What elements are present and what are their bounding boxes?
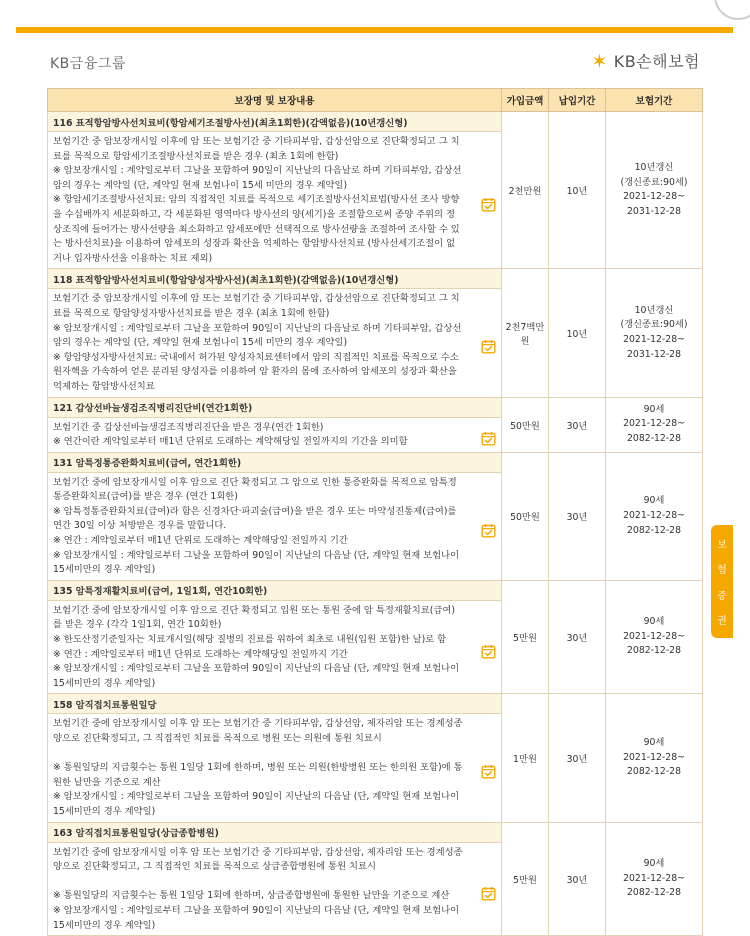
col-header-insurance-period: 보험기간 xyxy=(606,89,703,112)
coverage-title: 135 암특정재활치료비(급여, 1일1회, 연간10회한) xyxy=(48,580,502,600)
period-line: 90세 xyxy=(643,495,665,507)
amount-cell xyxy=(502,822,549,936)
period-line: 90세 xyxy=(643,737,665,749)
desc-line: ※ 연간 : 계약일로부터 매1년 단위로 도래하는 계약해당일 전일까지 기간 xyxy=(53,648,348,660)
period-line: 2021-12-28~ xyxy=(623,418,685,430)
desc-line: ※ 암보장개시일 : 계약일로부터 그날을 포함하여 90일이 지난날의 다음날 (단, 계약일 현재 보험나이 xyxy=(53,549,460,561)
desc-line xyxy=(53,747,477,762)
period-line: 2082-12-28 xyxy=(626,766,682,778)
coverage-description xyxy=(48,472,502,580)
desc-line: 암의 경우는 계약일 (단, 계약일 현재 보험나이 15세 미만의 경우 계약일) xyxy=(53,337,348,349)
period-line: 2082-12-28 xyxy=(626,645,682,657)
side-tab-char: 증 xyxy=(717,590,727,602)
coverage-title-row xyxy=(48,694,703,714)
table-header-row xyxy=(48,89,703,112)
side-tab-char: 험 xyxy=(717,565,727,577)
insurance-period-cell xyxy=(606,694,703,822)
col-header-payment-period: 납입기간 xyxy=(549,89,606,112)
side-tab-char: 권 xyxy=(717,615,727,627)
insurance-period-cell xyxy=(606,269,703,397)
period-line: 2031-12-28 xyxy=(626,205,682,217)
desc-line: 보험기간 중 암보장개시일 이후에 암 또는 보험기간 중 기타피부암, 갑상선암으로 진단확정되고 그 치 xyxy=(53,136,460,147)
desc-line: ※ 연간 : 계약일로부터 매1년 단위로 도래하는 계약해당일 전일까지 기간 xyxy=(53,535,348,547)
coverage-description xyxy=(48,714,502,822)
desc-line: ※ 암보장개시일 : 계약일로부터 그날을 포함하여 90일이 지난날의 다음날로 하며 기타피부암, 갑상선 xyxy=(53,165,462,177)
amount-cell xyxy=(502,694,549,822)
period-line: 10년갱신 xyxy=(634,161,674,173)
amount-cell xyxy=(502,112,549,269)
amount-line: 원 xyxy=(520,335,530,347)
desc-line: ※ 암보장개시일 : 계약일로부터 그날을 포함하여 90일이 지난날의 다음날로 하며 기타피부암, 갑상선 xyxy=(53,322,462,334)
calendar-check-icon xyxy=(481,886,496,901)
period-line: 2082-12-28 xyxy=(626,524,682,536)
calendar-check-icon xyxy=(481,764,496,779)
payment-period-cell: 10년 xyxy=(549,112,606,269)
desc-line: 료를 목적으로 항암세기조절방사선치료를 받은 경우 (최초 1회에 한함) xyxy=(53,150,339,162)
period-line: 2021-12-28~ xyxy=(623,333,685,345)
desc-line: ※ 연간이란 계약일로부터 매1년 단위로 도래하는 계약해당일 전일까지의 기간을 의미함 xyxy=(53,436,408,448)
coverage-title: 121 갑상선바늘생검조직병리진단비(연간1회한) xyxy=(48,397,502,417)
desc-line: ※ 암보장개시일 : 계약일로부터 그날을 포함하여 90일이 지난날의 다음날 (단, 계약일 현재 보험나이 xyxy=(53,663,460,675)
amount-line: 5만원 xyxy=(513,633,537,645)
amount-line: 50만원 xyxy=(510,420,540,432)
side-tab-policy[interactable] xyxy=(711,525,733,638)
period-line: 90세 xyxy=(643,403,665,415)
desc-line: 통증완화치료(급여)를 받은 경우 (연간 1회한) xyxy=(53,491,238,503)
coverage-title: 131 암특정통증완화치료비(급여, 연간1회한) xyxy=(48,452,502,472)
desc-line xyxy=(53,875,477,890)
period-line: 90세 xyxy=(643,857,665,869)
group-brand: KB금융그룹 xyxy=(50,56,126,72)
calendar-check-icon xyxy=(481,197,496,212)
payment-period-cell: 30년 xyxy=(549,580,606,694)
company-brand xyxy=(591,49,700,72)
desc-line: 보험기간 중 암보장개시일 이후에 암 또는 보험기간 중 기타피부암, 갑상선암으로 진단확정되고 그 치 xyxy=(53,293,460,305)
kb-star-icon: ✶ xyxy=(590,48,608,73)
coverage-title: 163 암직접치료통원일당(상급종합병원) xyxy=(48,822,502,842)
period-line: 2021-12-28~ xyxy=(623,191,685,203)
insurance-period-cell xyxy=(606,397,703,452)
period-line: 2021-12-28~ xyxy=(623,630,685,642)
amount-line: 1만원 xyxy=(513,753,537,765)
desc-line: ※ 암보장개시일 : 계약일로부터 그날을 포함하여 90일이 지난날의 다음날 (단, 계약일 현재 보험나이 xyxy=(53,904,460,916)
desc-line: 보험기간 중에 암보장개시일 이후 암 또는 보험기간 중 기타피부암, 갑상선암, 제자리암 또는 경계성종 xyxy=(53,718,463,730)
corner-circle-decoration xyxy=(714,0,750,20)
coverage-title: 118 표적항암방사선치료비(항암양성자방사선)(최초1회한)(감액없음)(10년갱신형) xyxy=(48,269,502,289)
coverage-title-row xyxy=(48,822,703,842)
desc-line: ※ 통원일당의 지급횟수는 통원 1일당 1회에 한하며, 병원 또는 의원(한방병원 또는 한의원 포함)에 통 xyxy=(53,762,463,774)
calendar-check-icon xyxy=(481,644,496,659)
desc-line: 는 방사선치료)을 이용하여 암세포의 성장과 확산을 억제하는 항암방사선치료 (방사선세기조절이 없 xyxy=(53,238,456,250)
coverage-description xyxy=(48,842,502,936)
desc-line: 보험기간 중에 암보장개시일 이후 암으로 진단 확정되고 그 암으로 인한 통증완화를 목적으로 암특정 xyxy=(53,476,457,488)
coverage-title-row xyxy=(48,269,703,289)
coverage-description xyxy=(48,289,502,397)
coverage-description xyxy=(48,600,502,694)
coverage-title-row xyxy=(48,580,703,600)
desc-line: 15세미만의 경우 계약일) xyxy=(53,677,156,689)
desc-line: 원자핵을 가속하여 얻은 분리된 양성자를 이용하여 암 환자의 몸에 조사하여 암세포의 성장과 확산을 xyxy=(53,366,457,378)
amount-line: 2천7백만 xyxy=(505,321,545,333)
coverage-title: 116 표적항암방사선치료비(항암세기조절방사선)(최초1회한)(감액없음)(10년갱신형) xyxy=(48,112,502,132)
period-line: (갱신종료:90세) xyxy=(620,176,688,188)
desc-line: 양으로 진단확정되고, 그 직접적인 치료를 목적으로 병원 또는 의원에 통원 치료시 xyxy=(53,733,382,744)
insurance-period-cell xyxy=(606,822,703,936)
coverage-description xyxy=(48,417,502,452)
coverage-table xyxy=(47,88,703,936)
desc-line: 15세미만의 경우 계약일) xyxy=(53,805,156,817)
period-line: 2031-12-28 xyxy=(626,348,682,360)
coverage-title: 158 암직접치료통원일당 xyxy=(48,694,502,714)
desc-line: 양으로 진단확정되고, 그 직접적인 치료를 목적으로 상급종합병원에 통원 치료시 xyxy=(53,861,376,873)
coverage-description xyxy=(48,132,502,269)
desc-line: 암의 경우는 계약일 (단, 계약일 현재 보험나이 15세 미만의 경우 계약일) xyxy=(53,179,348,191)
amount-cell xyxy=(502,269,549,397)
col-header-amount: 가입금액 xyxy=(502,89,549,112)
desc-line: 원한 날만을 기준으로 계산 xyxy=(53,776,161,788)
col-header-coverage: 보장명 및 보장내용 xyxy=(48,89,502,112)
period-line: 2021-12-28~ xyxy=(623,872,685,884)
desc-line: ※ 암보장개시일 : 계약일로부터 그날을 포함하여 90일이 지난날의 다음날 (단, 계약일 현재 보험나이 xyxy=(53,791,460,803)
amount-cell xyxy=(502,397,549,452)
desc-line: ※ 항암세기조절방사선치료: 암의 직접적인 치료를 목적으로 세기조절방사선치료법(방사선 조사 방향 xyxy=(53,194,460,206)
desc-line: 15세미만의 경우 계약일) xyxy=(53,564,156,576)
period-line: 2021-12-28~ xyxy=(623,751,685,763)
amount-cell xyxy=(502,452,549,580)
payment-period-cell: 30년 xyxy=(549,822,606,936)
insurance-period-cell xyxy=(606,112,703,269)
period-line: (갱신종료:90세) xyxy=(620,319,688,331)
period-line: 10년갱신 xyxy=(634,304,674,316)
desc-line: 상조직에 들어가는 방사선량을 최소화하고 암세포에만 선택적으로 방사선량을 조절하여 조사할 수 있 xyxy=(53,223,460,235)
coverage-title-row xyxy=(48,112,703,132)
top-accent-bar xyxy=(16,27,733,33)
period-line: 2021-12-28~ xyxy=(623,509,685,521)
insurance-period-cell xyxy=(606,452,703,580)
desc-line: 를 받은 경우 (각각 1일1회, 연간 10회한) xyxy=(53,619,222,631)
payment-period-cell: 10년 xyxy=(549,269,606,397)
payment-period-cell: 30년 xyxy=(549,452,606,580)
amount-line: 50만원 xyxy=(510,512,540,524)
desc-line: ※ 항암양성자방사선치료: 국내에서 허가된 양성자치료센터에서 암의 직접적인 치료를 목적으로 수소 xyxy=(53,351,459,363)
desc-line: ※ 암특정통증완화치료(급여)라 함은 신경차단·파괴술(급여)을 받은 경우 또는 마약성진통제(급여)를 xyxy=(53,505,457,517)
amount-line: 2천만원 xyxy=(508,186,542,198)
calendar-check-icon xyxy=(481,523,496,538)
desc-line: 보험기간 중에 암보장개시일 이후 암 또는 보험기간 중 기타피부암, 갑상선암, 제자리암 또는 경계성종 xyxy=(53,846,463,858)
desc-line: 연간 30일 이상 처방받은 경우를 말합니다. xyxy=(53,520,227,532)
amount-cell xyxy=(502,580,549,694)
amount-line: 5만원 xyxy=(513,874,537,886)
calendar-check-icon xyxy=(481,339,496,354)
desc-line: 보험기간 중에 암보장개시일 이후 암으로 진단 확정되고 입원 또는 통원 중에 암 특정재활치료(급여) xyxy=(53,604,455,616)
insurance-period-cell xyxy=(606,580,703,694)
desc-line: 억제하는 항암방사선치료 xyxy=(53,380,155,392)
desc-line: 거나 입자방사선을 이용하는 치료 제외) xyxy=(53,252,213,264)
desc-line: 료를 목적으로 항암양성자방사선치료를 받은 경우 (최초 1회에 한함) xyxy=(53,307,330,319)
calendar-check-icon xyxy=(481,431,496,446)
period-line: 2082-12-28 xyxy=(626,887,682,899)
coverage-title-row xyxy=(48,452,703,472)
desc-line: 15세미만의 경우 계약일) xyxy=(53,919,156,931)
side-tab-char: 보 xyxy=(717,540,727,552)
desc-line: ※ 통원일당의 지급횟수는 통원 1일당 1회에 한하며, 상급종합병원에 통원한 날만을 기준으로 계산 xyxy=(53,890,450,902)
desc-line: 을 수십배까지 세분화하고, 각 세분화된 영역마다 방사선의 양(세기)을 조절함으로써 종양 주위의 정 xyxy=(53,208,455,220)
payment-period-cell: 30년 xyxy=(549,694,606,822)
company-name: KB손해보험 xyxy=(613,52,700,71)
coverage-title-row xyxy=(48,397,703,417)
desc-line: ※ 한도산정기준일자는 치료개시일(해당 질병의 진료를 위하여 최초로 내원(입원 포함)한 날)로 함 xyxy=(53,634,447,646)
payment-period-cell: 30년 xyxy=(549,397,606,452)
desc-line: 보험기간 중 갑상선바늘생검조직병리진단을 받은 경우(연간 1회한) xyxy=(53,421,324,433)
period-line: 90세 xyxy=(643,616,665,628)
period-line: 2082-12-28 xyxy=(626,432,682,444)
